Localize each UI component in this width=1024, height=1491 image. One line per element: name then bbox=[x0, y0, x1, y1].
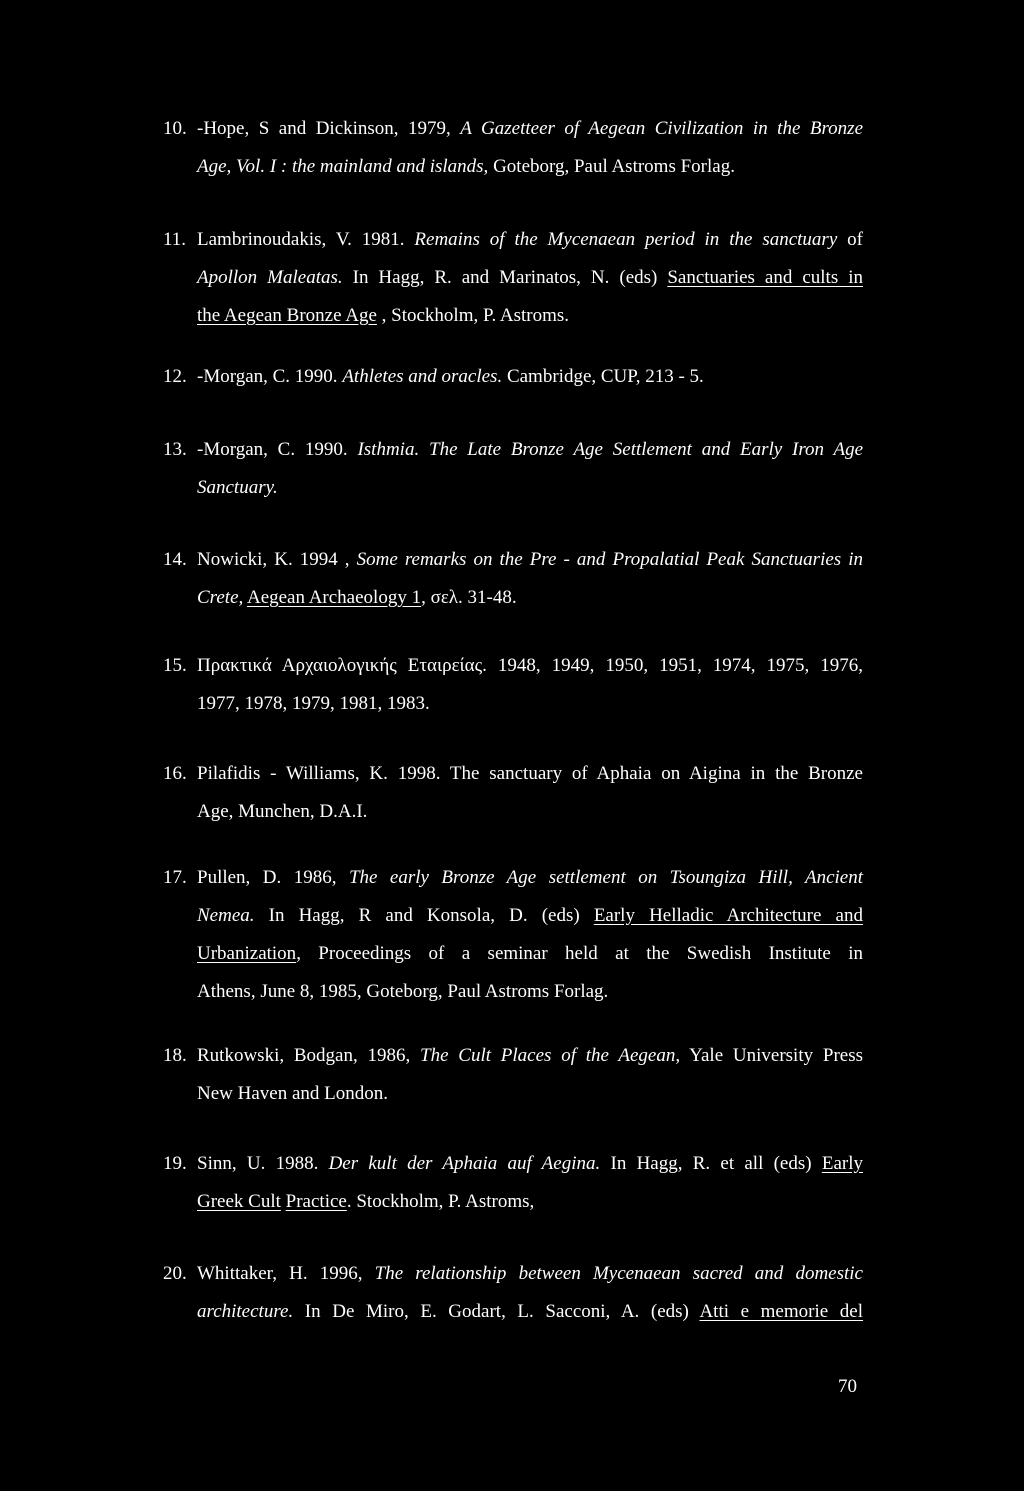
reference-line bbox=[163, 1045, 863, 1067]
reference-line bbox=[197, 156, 863, 178]
reference-italic-title: The relationship between Mycenaean sacred and domestic bbox=[374, 1263, 863, 1284]
reference-italic-title: architecture. bbox=[197, 1301, 294, 1322]
reference-italic-title: Athletes and oracles. bbox=[342, 366, 503, 387]
reference-text: Whittaker, H. 1996, bbox=[197, 1263, 375, 1284]
reference-number: 19. bbox=[163, 1153, 187, 1174]
reference-line bbox=[163, 763, 863, 785]
reference-number: 10. bbox=[163, 118, 187, 139]
reference-italic-title: A Gazetteer of Aegean Civilization in the Bronze bbox=[460, 118, 864, 139]
reference-text: In Hagg, R. et all (eds) bbox=[600, 1153, 822, 1174]
reference-text: Sinn, U. 1988. bbox=[197, 1153, 329, 1174]
reference-line bbox=[163, 1153, 863, 1175]
reference-line bbox=[197, 1301, 863, 1323]
reference-line bbox=[197, 267, 863, 289]
reference-underlined-title: Urbanization bbox=[197, 943, 297, 964]
reference-italic-title: Der kult der Aphaia auf Aegina. bbox=[328, 1153, 601, 1174]
reference-number: 15. bbox=[163, 655, 187, 676]
reference-italic-title: Sanctuary. bbox=[197, 477, 278, 498]
reference-underlined-title: Early bbox=[821, 1153, 863, 1174]
reference-underlined-title: the Aegean Bronze Age bbox=[197, 305, 377, 326]
reference-line bbox=[163, 867, 863, 889]
reference-underlined-title: Early Helladic Architecture and bbox=[593, 905, 863, 926]
reference-text: Cambridge, CUP, 213 - 5. bbox=[502, 366, 704, 387]
reference-italic-title: The early Bronze Age settlement on Tsoungiza Hill, Ancient bbox=[348, 867, 863, 888]
reference-line bbox=[163, 655, 863, 677]
reference-italic-title: Some remarks on the Pre - and Propalatial Peak Sanctuaries in bbox=[356, 549, 864, 570]
reference-line bbox=[197, 905, 863, 927]
reference-text: Goteborg, Paul Astroms Forlag. bbox=[488, 156, 735, 177]
reference-text: In De Miro, E. Godart, L. Sacconi, A. (eds) bbox=[293, 1301, 700, 1322]
reference-italic-title: Nemea. bbox=[197, 905, 255, 926]
reference-italic-title: The Cult Places of the Aegean, bbox=[420, 1045, 681, 1066]
reference-underlined-title: Practice bbox=[285, 1191, 347, 1212]
reference-text: -Morgan, C. 1990. bbox=[197, 366, 343, 387]
reference-text: , Proceedings of a seminar held at the Swedish Institute in bbox=[296, 943, 863, 964]
reference-line bbox=[163, 366, 704, 388]
reference-text: of bbox=[837, 229, 863, 250]
reference-number: 14. bbox=[163, 549, 187, 570]
reference-line bbox=[197, 477, 863, 499]
reference-text: Yale University Press bbox=[680, 1045, 864, 1066]
reference-line bbox=[163, 1263, 863, 1285]
page-number: 70 bbox=[838, 1376, 857, 1397]
reference-line bbox=[163, 439, 863, 461]
reference-text: New Haven and London. bbox=[197, 1083, 389, 1104]
reference-italic-title: Isthmia. The Late Bronze Age Settlement and Early Iron Age bbox=[357, 439, 864, 460]
reference-underlined-title: Atti e memorie del bbox=[699, 1301, 863, 1322]
reference-italic-title: Age, Vol. I : the mainland and islands, bbox=[197, 156, 489, 177]
reference-text: In Hagg, R. and Marinatos, N. (eds) bbox=[342, 267, 668, 288]
reference-number: 20. bbox=[163, 1263, 187, 1284]
reference-text: Pullen, D. 1986, bbox=[197, 867, 349, 888]
reference-text: Πρακτικά Αρχαιολογικής Εταιρείας. bbox=[197, 655, 487, 676]
reference-line bbox=[197, 1191, 863, 1213]
reference-text: -Hope, S and Dickinson, 1979, bbox=[197, 118, 461, 139]
reference-underlined-title: Greek Cult bbox=[197, 1191, 281, 1212]
reference-text: In Hagg, R and Konsola, D. (eds) bbox=[254, 905, 594, 926]
reference-number: 17. bbox=[163, 867, 187, 888]
reference-text: Lambrinoudakis, V. 1981. bbox=[197, 229, 415, 250]
reference-text: 1948, 1949, 1950, 1951, 1974, 1975, 1976, bbox=[486, 655, 863, 676]
reference-italic-title: Remains of the Mycenaean period in the sanctuary bbox=[414, 229, 838, 250]
reference-text: Rutkowski, Bodgan, 1986, bbox=[197, 1045, 421, 1066]
reference-text: Nowicki, K. 1994 , bbox=[197, 549, 357, 570]
reference-line bbox=[163, 229, 863, 251]
reference-italic-title: Apollon Maleatas. bbox=[197, 267, 343, 288]
reference-line bbox=[163, 549, 863, 571]
reference-line bbox=[197, 693, 863, 715]
reference-line bbox=[197, 1083, 863, 1105]
reference-number: 18. bbox=[163, 1045, 187, 1066]
reference-text: , Stockholm, P. Astroms. bbox=[376, 305, 570, 326]
reference-text: Pilafidis - Williams, K. 1998. The sanctuary of Aphaia on Aigina in the Bronze bbox=[197, 763, 863, 784]
reference-italic-title: Crete, bbox=[197, 587, 244, 608]
reference-text: 1977, 1978, 1979, 1981, 1983. bbox=[197, 693, 430, 714]
reference-line bbox=[163, 118, 863, 140]
reference-line bbox=[197, 981, 863, 1003]
reference-text: . Stockholm, P. Astroms, bbox=[346, 1191, 535, 1212]
reference-line bbox=[197, 587, 863, 609]
reference-number: 12. bbox=[163, 366, 187, 387]
reference-line bbox=[197, 305, 863, 327]
reference-text: Athens, June 8, 1985, Goteborg, Paul Astroms Forlag. bbox=[197, 981, 609, 1002]
reference-underlined-title: Aegean Archaeology 1 bbox=[246, 587, 422, 608]
reference-line bbox=[197, 943, 863, 965]
reference-number: 16. bbox=[163, 763, 187, 784]
reference-text: , σελ. 31-48. bbox=[421, 587, 517, 608]
reference-text: Age, Munchen, D.A.I. bbox=[197, 801, 368, 822]
reference-underlined-title: Sanctuaries and cults in bbox=[667, 267, 863, 288]
reference-number: 11. bbox=[163, 229, 187, 250]
reference-line bbox=[197, 801, 863, 823]
reference-text: -Morgan, C. 1990. bbox=[197, 439, 358, 460]
reference-number: 13. bbox=[163, 439, 187, 460]
